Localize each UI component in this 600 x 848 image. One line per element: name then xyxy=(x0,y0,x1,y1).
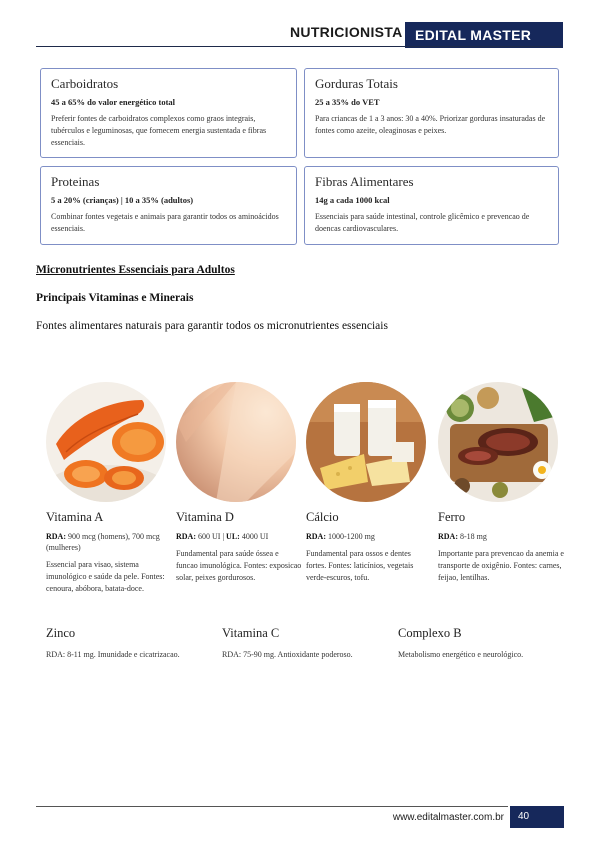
rda-value: 1000-1200 mg xyxy=(328,532,375,541)
vitamin-rda xyxy=(176,531,302,542)
rda-label: RDA: xyxy=(176,532,196,541)
card-text: Para criancas de 1 a 3 anos: 30 a 40%. Priorizar gorduras insaturadas de fontes como azeite, oleaginosas e peixes. xyxy=(315,114,546,135)
page-number: 40 xyxy=(510,806,564,828)
rda-label: RDA: xyxy=(306,532,326,541)
macro-card-gorduras xyxy=(304,68,559,158)
vitamin-rda xyxy=(438,531,564,542)
brand-banner: EDITAL MASTER xyxy=(405,22,563,48)
footer-divider xyxy=(36,806,508,807)
rda-value: 8-18 mg xyxy=(460,532,487,541)
vitamin-name: Ferro xyxy=(438,510,466,524)
rda-label: RDA: xyxy=(46,532,66,541)
ul-label: UL: xyxy=(226,532,240,541)
mineral-name: Complexo B xyxy=(398,626,462,640)
vitamin-description: Essencial para visao, sistema imunológico e saúde da pele. Fontes: cenoura, abóbora, batata-doce. xyxy=(46,560,165,593)
vitamin-name: Vitamina D xyxy=(176,510,234,524)
card-text: Combinar fontes vegetais e animais para garantir todos os aminoácidos essenciais. xyxy=(51,212,279,233)
vitamin-name: Cálcio xyxy=(306,510,339,524)
mineral-text: RDA: 75-90 mg. Antioxidante poderoso. xyxy=(222,650,353,659)
card-text: Essenciais para saúde intestinal, controle glicêmico e prevencao de doencas cardiovasculares. xyxy=(315,212,530,233)
card-subtitle: 5 a 20% (crianças) | 10 a 35% (adultos) xyxy=(51,195,194,205)
mineral-name: Zinco xyxy=(46,626,76,640)
macro-card-fibras xyxy=(304,166,559,245)
vitamin-description: Fundamental para saúde óssea e funcao imunológica. Fontes: exposicao solar, peixes gordurosos. xyxy=(176,549,302,582)
ferro xyxy=(438,510,564,584)
footer-url: www.editalmaster.com.br xyxy=(392,812,504,823)
card-title: Carboidratos xyxy=(51,76,119,91)
sunlight-photo xyxy=(176,382,296,502)
rda-label: RDA: xyxy=(438,532,458,541)
card-subtitle: 14g a cada 1000 kcal xyxy=(315,195,390,205)
vitamin-a xyxy=(46,510,172,595)
header-section-label: NUTRICIONISTA xyxy=(290,24,403,40)
card-title: Proteinas xyxy=(51,174,100,189)
carrot-photo xyxy=(46,382,166,502)
mineral-name: Vitamina C xyxy=(222,626,280,640)
complexo-b xyxy=(398,626,568,661)
section-title: Micronutrientes Essenciais para Adultos xyxy=(36,264,235,276)
vitamin-rda xyxy=(46,531,172,553)
dairy-photo xyxy=(306,382,426,502)
mineral-text: RDA: 8-11 mg. Imunidade e cicatrizacao. xyxy=(46,650,180,659)
vitamin-description: Importante para prevencao da anemia e transporte de oxigênio. Fontes: carnes, feijao, lentilhas. xyxy=(438,549,564,582)
card-subtitle: 25 a 35% do VET xyxy=(315,97,380,107)
card-text: Preferir fontes de carboidratos complexos como graos integrais, tubérculos e leguminosas, que fornecem energia sustentada e fibras essenciais. xyxy=(51,114,267,147)
section-subtitle: Principais Vitaminas e Minerais xyxy=(36,292,194,304)
vitamin-name: Vitamina A xyxy=(46,510,104,524)
mineral-text: Metabolismo energético e neurológico. xyxy=(398,650,524,659)
vitamin-rda xyxy=(306,531,432,542)
calcio xyxy=(306,510,432,584)
header-divider xyxy=(36,46,562,47)
macro-card-proteinas xyxy=(40,166,297,245)
vitamina-c xyxy=(222,626,392,661)
meat-photo xyxy=(438,382,558,502)
rda-value: 900 mcg (homens), 700 mcg (mulheres) xyxy=(46,532,160,552)
vitamin-d xyxy=(176,510,302,584)
section-intro: Fontes alimentares naturais para garantir todos os micronutrientes essenciais xyxy=(36,320,388,332)
card-title: Fibras Alimentares xyxy=(315,174,414,189)
card-title: Gorduras Totais xyxy=(315,76,398,91)
rda-value: 600 UI | xyxy=(198,532,227,541)
macro-card-carboidratos xyxy=(40,68,297,158)
zinco xyxy=(46,626,216,661)
ul-value: 4000 UI xyxy=(241,532,269,541)
vitamin-description: Fundamental para ossos e dentes fortes. Fontes: laticínios, vegetais verde-escuros, tofu. xyxy=(306,549,414,582)
card-subtitle: 45 a 65% do valor energético total xyxy=(51,97,176,107)
